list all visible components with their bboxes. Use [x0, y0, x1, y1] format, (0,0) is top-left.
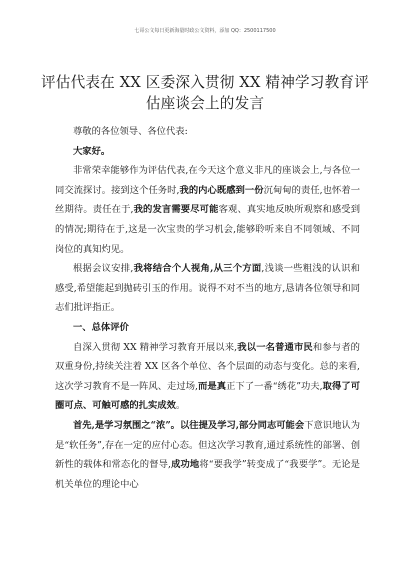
text-segment: 。	[175, 400, 186, 412]
text-segment: ,浅谈一些粗浅的认识和感受,希望能起到抛砖引玉的作用。说得不对不当的地方,恳请各位领导和同志们批评指正。	[55, 263, 360, 314]
text-segment-bold: 取得了可圈可点、可触可感的扎实成效	[55, 380, 360, 412]
header-note: 七哥公文每日更新海量时政公文资料，添加 QQ：2500117500	[134, 28, 276, 34]
text-segment: 客观、真实地反映所观察和感受到的情况;期待在于,这是一次宝贵的学习机会,能够聆听来自不同领域、不同岗位的真知灼见。	[55, 204, 360, 255]
salutation: 尊敬的各位领导、各位代表:	[73, 126, 188, 137]
text-segment-bold: 首先,是学习氛围之“浓”。以往提及学习,部分同志可能会	[73, 419, 305, 431]
text-segment: 将“要我学”转变成了“我要学”。无论是机关单位的理论中心	[55, 459, 360, 490]
paragraph-intro	[55, 161, 360, 259]
text-segment: 和参与者的双重身份,持续关注着 XX 区各个单位、各个层面的动态与变化。总的来看,这次学习教育不是一阵风、走过场,	[55, 341, 360, 392]
text-segment-bold: 我的发言需要尽可能	[133, 204, 219, 216]
text-segment: 下意识地认为是“软任务”,存在一定的应付心态。但这次学习教育,通过系统性的部署、创新性的载体和常态化的督导,	[55, 419, 360, 471]
paragraph-atmosphere	[55, 416, 360, 494]
text-segment: 正下了一番“绣花”功夫,	[226, 380, 323, 392]
text-segment: 沉甸甸的责任,也怀着一丝期待。责任在于,	[55, 184, 360, 216]
text-segment: 根据会议安排,	[73, 263, 134, 275]
paragraph-overall	[55, 338, 360, 416]
text-segment-bold: 而是真	[198, 380, 227, 392]
text-segment-bold: 成功地	[170, 459, 200, 471]
paragraph-arrangement	[55, 259, 360, 318]
document-body	[55, 122, 360, 494]
text-segment: 非常荣幸能够作为评估代表,在今天这个意义非凡的座谈会上,与各位一同交流探讨。接到这个任务时,	[55, 165, 360, 196]
text-segment-bold: 我将结合个人视角,从三个方面	[133, 263, 262, 275]
text-segment: 自深入贯彻 XX 精神学习教育开展以来,	[73, 341, 238, 353]
text-segment-bold: 我以一名普通市民	[237, 341, 313, 353]
greeting: 大家好。	[73, 145, 111, 157]
text-segment-bold: 我的内心既感到一份	[179, 184, 264, 196]
document-title: 评估代表在 XX 区委深入贯彻 XX 精神学习教育评估座谈会上的发言	[40, 74, 369, 112]
section-heading: 一、总体评价	[73, 321, 129, 333]
